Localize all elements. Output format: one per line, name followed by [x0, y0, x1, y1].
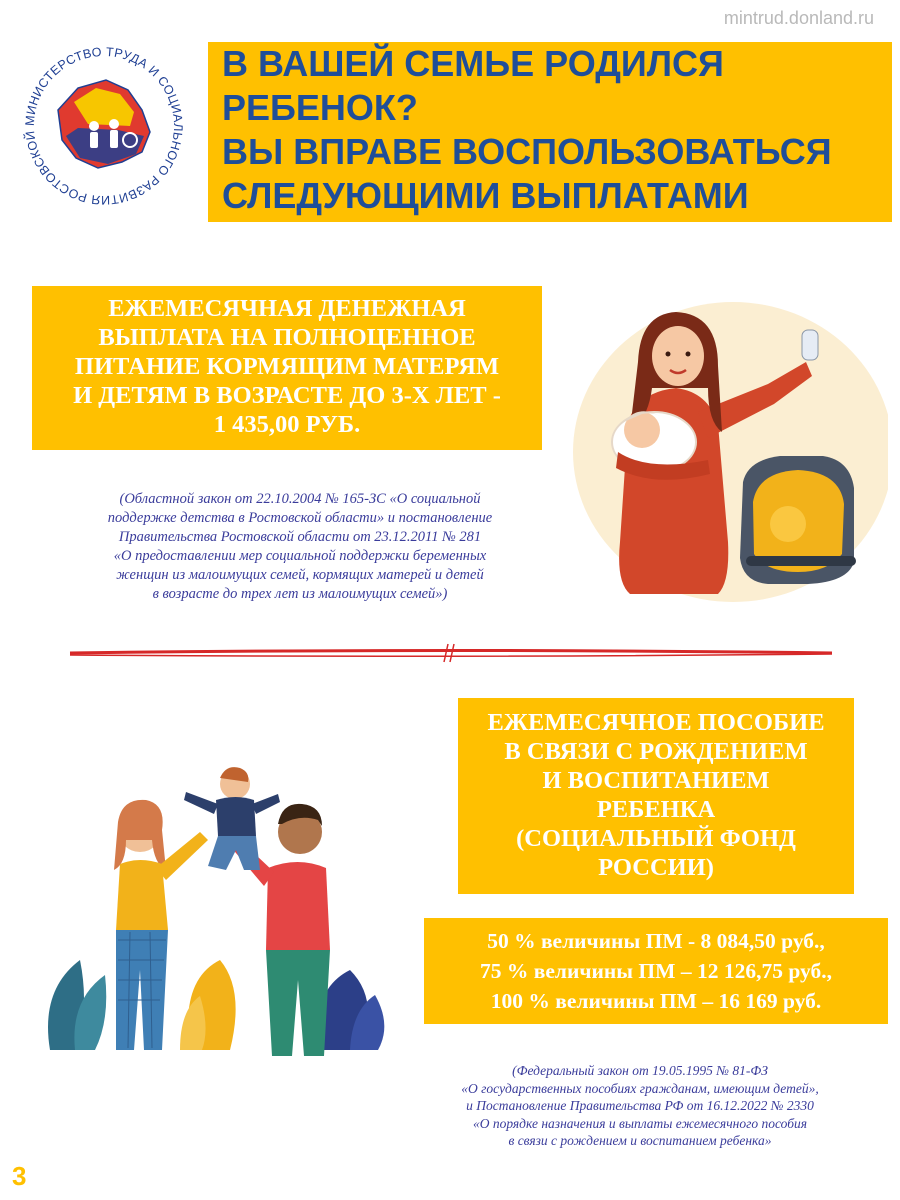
- ministry-logo: [18, 40, 190, 212]
- benefit-2-legal-note: [380, 1062, 900, 1150]
- benefit-2-title-line: РЕБЕНКА: [596, 796, 716, 823]
- note-line: в связи с рождением и воспитанием ребенка»: [508, 1133, 772, 1148]
- page-number: 3: [12, 1161, 27, 1191]
- headline-line-4: СЛЕДУЮЩИМИ ВЫПЛАТАМИ: [222, 175, 749, 216]
- note-line: поддержке детства в Ростовской области» и постановление: [107, 510, 493, 526]
- family-illustration: [30, 760, 400, 1070]
- benefit-2-amount-line: 50 % величины ПМ - 8 084,50 руб.,: [487, 929, 825, 953]
- benefit-2-amounts-box: [424, 918, 888, 1024]
- note-line: Правительства Ростовской области от 23.12.2011 № 281: [118, 529, 482, 545]
- mother-with-baby-illustration: [558, 292, 888, 602]
- benefit-1-title-line: И ДЕТЯМ В ВОЗРАСТЕ ДО 3-Х ЛЕТ -: [73, 382, 501, 409]
- benefit-2-title-line: (СОЦИАЛЬНЫЙ ФОНД: [516, 825, 796, 852]
- benefit-1-legal-note: [40, 490, 560, 604]
- site-url: mintrud.donland.ru: [723, 8, 874, 28]
- note-line: в возрасте до трех лет из малоимущих семей»): [152, 586, 448, 602]
- benefit-2-title-box: [458, 698, 854, 894]
- headline-line-1: В ВАШЕЙ СЕМЬЕ РОДИЛСЯ: [222, 43, 724, 84]
- benefit-2-amount-line: 75 % величины ПМ – 12 126,75 руб.,: [480, 959, 832, 983]
- benefit-2-title-line: В СВЯЗИ С РОЖДЕНИЕМ: [504, 738, 808, 765]
- headline-line-3: ВЫ ВПРАВЕ ВОСПОЛЬЗОВАТЬСЯ: [222, 131, 832, 172]
- benefit-2-amount-line: 100 % величины ПМ – 16 169 руб.: [490, 989, 822, 1013]
- note-line: «О порядке назначения и выплаты ежемесячного пособия: [472, 1115, 808, 1131]
- benefit-2-title-line: ЕЖЕМЕСЯЧНОЕ ПОСОБИЕ: [487, 709, 825, 736]
- benefit-1-title-line: 1 435,00 РУБ.: [213, 411, 361, 438]
- note-line: «О государственных пособиях гражданам, имеющим детей»,: [461, 1080, 819, 1096]
- note-line: женщин из малоимущих семей, кормящих матерей и детей: [116, 567, 484, 583]
- benefit-2-title-line: РОССИИ): [598, 854, 714, 881]
- benefit-2-title-line: И ВОСПИТАНИЕМ: [542, 767, 770, 794]
- benefit-1-title-line: ВЫПЛАТА НА ПОЛНОЦЕННОЕ: [98, 324, 476, 351]
- logo-ring-text: МИНИСТЕРСТВО ТРУДА И СОЦИАЛЬНОГО РАЗВИТИЯ РОСТОВСКОЙ: [22, 44, 186, 208]
- note-line: «О предоставлении мер социальной поддержки беременных: [113, 548, 487, 564]
- note-line: и Постановление Правительства РФ от 16.12.2022 № 2330: [466, 1098, 814, 1113]
- benefit-1-title-box: [32, 286, 542, 450]
- headline-line-2: РЕБЕНОК?: [222, 87, 418, 128]
- benefit-1-title-line: ЕЖЕМЕСЯЧНАЯ ДЕНЕЖНАЯ: [108, 295, 466, 322]
- note-line: (Федеральный закон от 19.05.1995 № 81-ФЗ: [512, 1063, 768, 1078]
- note-line: (Областной закон от 22.10.2004 № 165-ЗС «О социальной: [119, 491, 481, 507]
- headline-banner: [208, 42, 892, 222]
- benefit-1-title-line: ПИТАНИЕ КОРМЯЩИМ МАТЕРЯМ: [74, 353, 500, 380]
- section-divider: [66, 640, 836, 666]
